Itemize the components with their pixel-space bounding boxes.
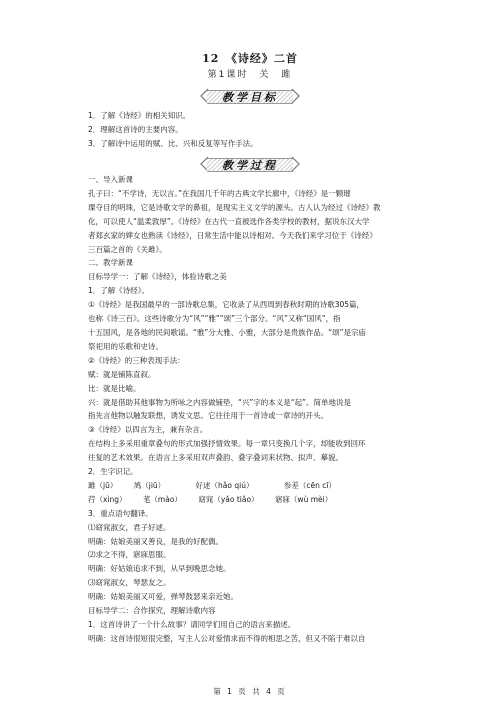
section-banner-process: [207, 155, 293, 173]
objective-heading: 目标导学二：合作探究，理解诗歌内容: [88, 606, 216, 616]
vocab-row: [88, 493, 418, 507]
vocab-item: 荇（xìng）: [88, 494, 127, 504]
lesson-title: 12 《诗经》二首: [202, 52, 298, 65]
goal-item: 3．了解诗中运用的赋、比、兴和反复等写作手法。: [88, 138, 258, 148]
vocab-row: [88, 479, 418, 493]
paragraph-line: ①《诗经》是我国最早的一部诗歌总集，它收录了从西周到春秋时期的诗歌305篇，: [88, 300, 365, 310]
banner-label: 教学目标: [222, 91, 278, 104]
vocab-item: 好逑（hǎo qiú）: [195, 480, 254, 490]
paragraph-line: 明确：好姑娘追求不到，从早到晚思念她。: [88, 564, 231, 574]
paragraph-line: 2．生字识记。: [88, 467, 138, 477]
vocab-item: 寤寐（wù mèi）: [274, 494, 333, 504]
paragraph-line: 在结构上多采用重章叠句的形式加强抒情效果。每一章只变换几个字，却能收到回环: [88, 439, 366, 449]
page-footer: 第 1 页 共 4 页: [213, 687, 287, 696]
goal-item: 2．理解这首诗的主要内容。: [88, 124, 183, 134]
section-banner-goals: [207, 87, 293, 105]
vocab-item: 雎（jū）: [88, 480, 118, 490]
paragraph-line: 十五国风，是各地的民间歌谣。“雅”分大雅、小雅，大部分是贵族作品。“颂”是宗庙: [88, 327, 367, 337]
paragraph-line: ⑵求之不得，寤寐思服。: [88, 550, 171, 560]
vocab-item: 窈窕（yǎo tiǎo）: [198, 494, 259, 504]
lesson-process-text: [88, 173, 418, 646]
paragraph-line: 明确：姑娘美丽又可爱，弹琴鼓瑟来亲近她。: [88, 592, 238, 602]
paragraph-line: 比：就是比喻。: [88, 383, 141, 393]
paragraph-line: 三百篇之首的《关雎》。: [88, 244, 167, 254]
goals-list: [88, 109, 418, 151]
banner-right-ornament-icon: [291, 87, 301, 105]
paragraph-line: 往复的艺术效果。在语言上多采用双声叠韵、叠字叠词来状物、拟声、摹貌。: [88, 453, 343, 463]
paragraph-line: ⑴窈窕淑女，君子好逑。: [88, 522, 171, 532]
paragraph-line: 明确：姑娘美丽又善良，是我的好配偶。: [88, 536, 223, 546]
section-heading: 二、教学新课: [88, 258, 133, 268]
paragraph-line: 指先言他物以触发联想，诱发文思。它往往用于一首诗或一章诗的开头。: [88, 411, 328, 421]
paragraph-line: ②《诗经》的三种表现手法：: [88, 355, 185, 365]
vocab-item: 鸠（jiū）: [133, 480, 166, 490]
paragraph-line: 赋：就是铺陈直叙。: [88, 369, 156, 379]
paragraph-line: 璨夺目的明珠，它是诗歌文学的鼻祖，是现实主义文学的源头。古人认为经过《诗经》教: [88, 202, 381, 212]
goal-item: 1．了解《诗经》的相关知识。: [88, 111, 191, 120]
banner-label: 教学过程: [222, 159, 278, 172]
paragraph-line: 祭祀用的乐歌和史诗。: [88, 341, 163, 351]
paragraph-line: 也称《诗三百》。这些诗歌分为“风”“雅”“颂”三个部分。“风”又称“国风”，指: [88, 314, 341, 324]
objective-heading: 目标导学一：了解《诗经》，体验诗歌之美: [88, 272, 227, 282]
paragraph-line: 兴：就是借助其他事物为所咏之内容做铺垫，“兴”字的本义是“起”。简单地说是: [88, 397, 352, 407]
paragraph-line: 化，可以使人“温柔敦厚”。《诗经》在古代一直被选作各类学校的教材，据说东汉大学: [88, 216, 370, 226]
section-heading: 一、导入新课: [88, 175, 133, 184]
paragraph-line: 1．这首诗讲了一个什么故事？请同学们用自己的语言来描述。: [88, 620, 296, 629]
paragraph-line: ⑶窈窕淑女，琴瑟友之。: [88, 578, 171, 588]
paragraph-line: 1．了解《诗经》。: [88, 286, 150, 296]
paragraph-line: ③《诗经》以四言为主，兼有杂言。: [88, 425, 208, 435]
paragraph-line: 3．重点语句翻译。: [88, 508, 153, 518]
vocab-item: 芼（mào）: [142, 494, 182, 504]
paragraph-line: 者郑玄家的婢女也熟读《诗经》，日常生活中能以诗相对。今天我们来学习位于《诗经》: [88, 230, 377, 240]
lesson-subtitle: 第1课时 关 雎: [207, 70, 293, 80]
banner-right-ornament-icon: [291, 155, 301, 173]
paragraph-line: 孔子曰：“不学诗，无以言。”在我国几千年的古典文学长廊中，《诗经》是一颗璀: [88, 188, 351, 198]
vocab-item: 参差（cēn cī）: [283, 480, 336, 490]
paragraph-line: 明确：这首诗很短很完整，写主人公对爱情求而不得的相思之苦，但又不陷于难以自: [88, 633, 366, 643]
